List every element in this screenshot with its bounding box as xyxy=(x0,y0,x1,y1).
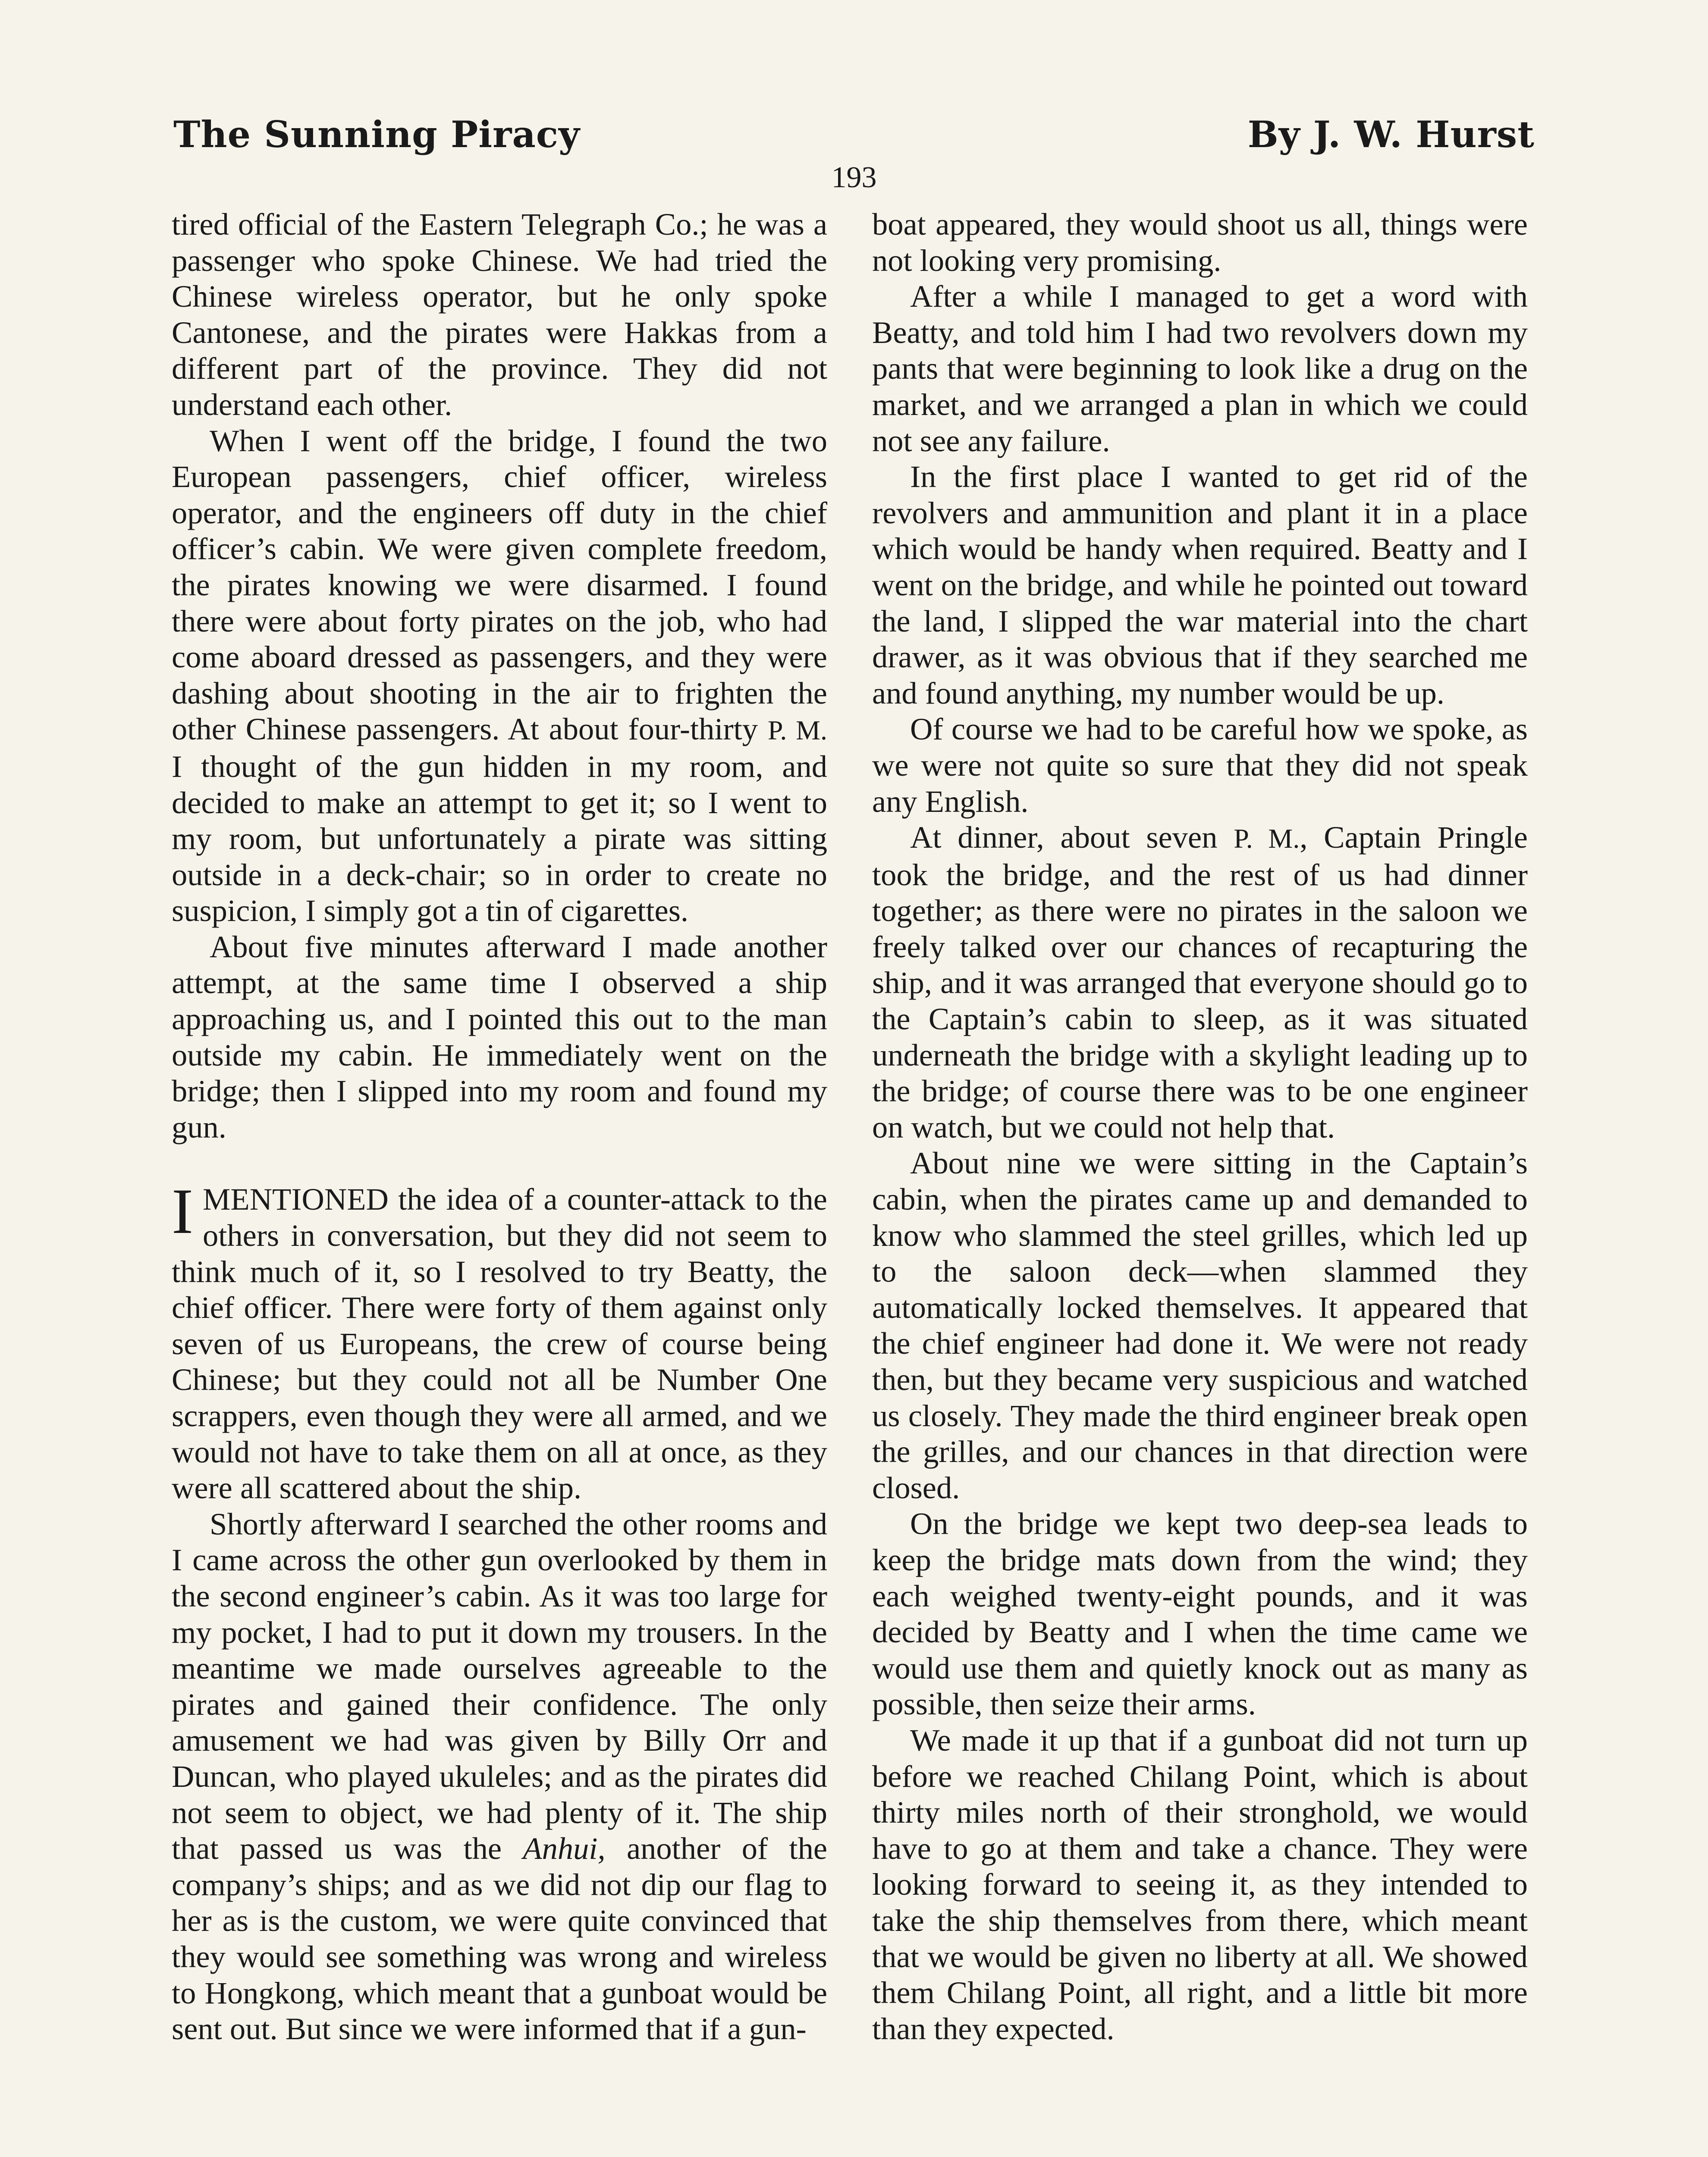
paragraph: tired official of the Eastern Telegraph Co.; he was a passenger who spoke Chinese. We had tried the Chinese wireless operator, but he only spoke Cantonese, and the pirates were Hakkas from a different part of the province. They did not understand each other. xyxy=(172,207,827,422)
paragraph: On the bridge we kept two deep-sea leads to keep the bridge mats down from the wind; they each weighed twenty-eight pounds, and it was decided by Beatty and I when the time came we would use them and quietly knock out as many as possible, then seize their arms. xyxy=(872,1506,1528,1722)
paragraph: In the first place I wanted to get rid of the revolvers and ammunition and plant it in a place which would be handy when required. Beatty and I went on the bridge, and while he pointed out toward the land, I slipped the war material into the chart drawer, as it was obvious that if they searched me and found anything, my number would be up. xyxy=(872,459,1528,711)
time-abbreviation: P. M. xyxy=(1234,823,1300,854)
ship-name: Anhui, xyxy=(523,1831,606,1866)
paragraph: About five minutes afterward I made another attempt, at the same time I observed a ship approaching us, and I pointed this out to the man outside my cabin. He immediately went on the bridge; then I slipped into my room and found my gun. xyxy=(172,929,827,1145)
story-author: By J. W. Hurst xyxy=(1247,113,1535,156)
drop-cap: I xyxy=(172,1176,193,1248)
paragraph: When I went off the bridge, I found the two European passengers, chief officer, wireless operator, and the engineers off duty in the chief officer’s cabin. We were given complete freedom, the pirates knowing we were disarmed. I found there were about forty pirates on the job, who had come aboard dressed as passengers, and they were dashing about shooting in the air to frighten the other Chinese passengers. At about four-thirty P. M. I thought of the gun hidden in my room, and decided to make an attempt to get it; so I went to my room, but unfortunately a pirate was sitting outside in a deck-chair; so in order to create no suspicion, I simply got a tin of cigarettes. xyxy=(172,423,828,928)
paragraph: Of course we had to be careful how we spoke, as we were not quite so sure that they did not speak any English. xyxy=(872,711,1528,819)
paragraph: boat appeared, they would shoot us all, things were not looking very promising. xyxy=(872,207,1528,278)
paragraph: At dinner, about seven P. M., Captain Pringle took the bridge, and the rest of us had dinner together; as there were no pirates in the saloon we freely talked over our chances of recapturing the ship, and it was arranged that everyone should go to the Captain’s cabin to sleep, as it was situated underneath the bridge with a skylight leading up to the bridge; of course there was to be one engineer on watch, but we could not help that. xyxy=(872,820,1528,1145)
paragraph: Shortly afterward I searched the other rooms and I came across the other gun overlooked by them in the second engineer’s cabin. As it was too large for my pocket, I had to put it down my trousers. In the meantime we made ourselves agreeable to the pirates and gained their confidence. The only amusement we had was given by Billy Orr and Duncan, who played ukuleles; and as the pirates did not seem to object, we had plenty of it. The ship that passed us was the Anhui, another of the company’s ships; and as we did not dip our flag to her as is the custom, we were quite convinced that they would see something was wrong and wireless to Hongkong, which meant that a gunboat would be sent out. But since we were informed that if a gun- xyxy=(172,1506,827,2047)
page-number: 193 xyxy=(831,161,877,194)
paragraph: About nine we were sitting in the Captain’s cabin, when the pirates came up and demanded to know who slammed the steel grilles, which led up to the saloon deck—when slammed they automatically locked themselves. It appeared that the chief engineer had done it. We were not ready then, but they became very suspicious and watched us closely. They made the third engineer break open the grilles, and our chances in that direction were closed. xyxy=(872,1145,1528,1505)
story-title: The Sunning Piracy xyxy=(173,113,580,156)
time-abbreviation: P. M. xyxy=(767,715,828,746)
section-opening-paragraph: I MENTIONED the idea of a counter-attack to the others in conversation, but they did not seem to think much of it, so I resolved to try Beatty, the chief officer. There were forty of them against only seven of us Europeans, the crew of course being Chinese; but they could not all be Number One scrappers, even though they were all armed, and we would not have to take them on all at once, as they were all scattered about the ship. xyxy=(172,1176,827,1506)
paragraph: After a while I managed to get a word with Beatty, and told him I had two revolvers down my pants that were beginning to look like a drug on the market, and we arranged a plan in which we could not see any failure. xyxy=(872,279,1528,458)
paragraph: We made it up that if a gunboat did not turn up before we reached Chilang Point, which is about thirty miles north of their stronghold, we would have to go at them and take a chance. They were looking forward to seeing it, as they intended to take the ship themselves from there, which meant that we would be given no liberty at all. We showed them Chilang Point, all right, and a little bit more than they expected. xyxy=(872,1722,1528,2046)
left-column xyxy=(172,206,827,2047)
running-head xyxy=(173,113,1535,156)
right-column xyxy=(872,206,1528,2047)
